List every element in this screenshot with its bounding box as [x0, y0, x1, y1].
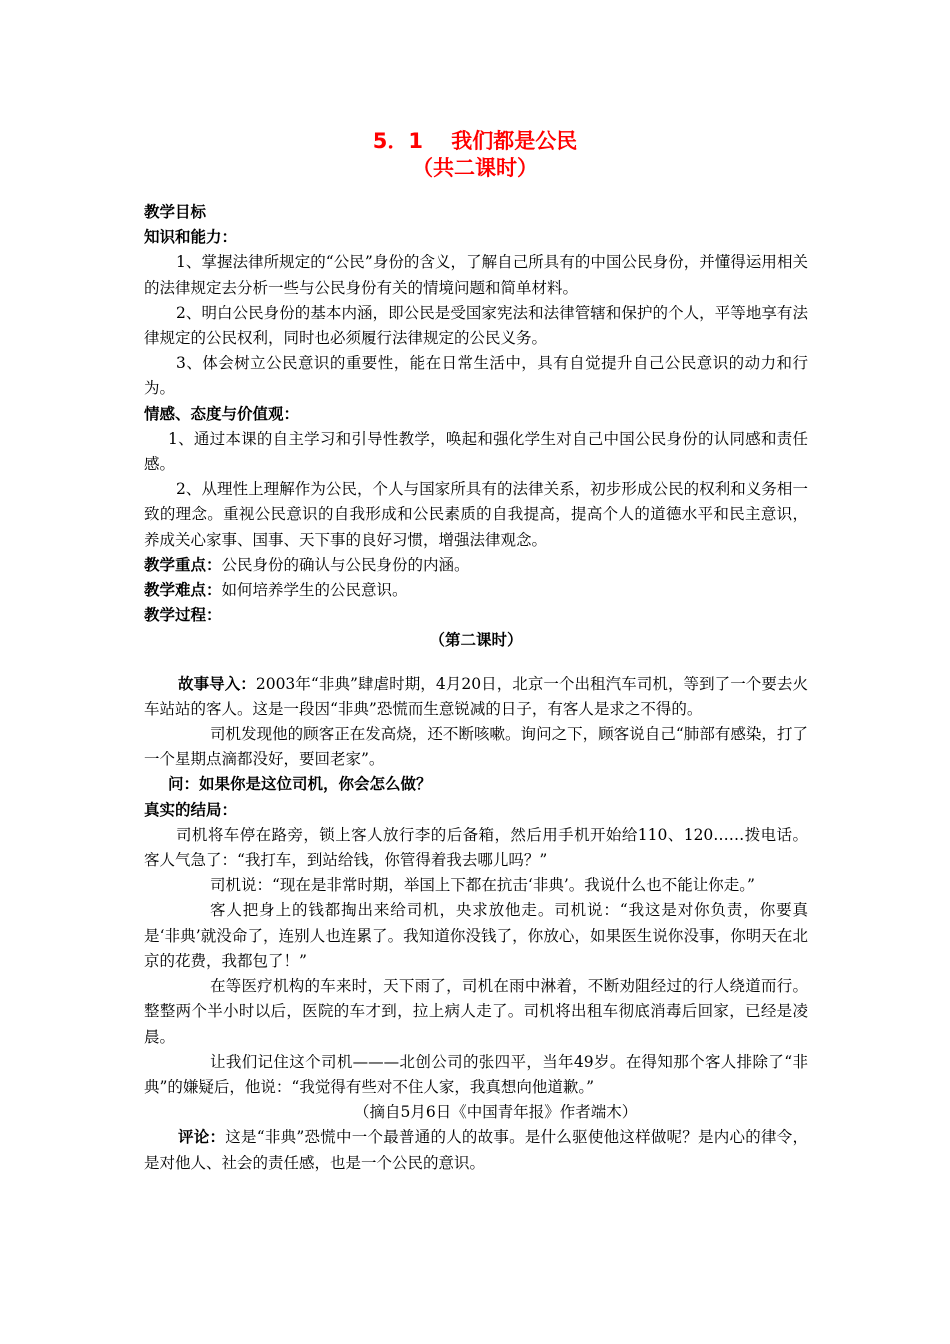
key-text: 公民身份的确认与公民身份的内涵。 [221, 555, 470, 574]
source-citation: （摘自5月6日《中国青年报》作者端木） [354, 1103, 638, 1122]
story-label: 故事导入： [178, 674, 256, 693]
document-body [144, 200, 808, 1176]
ending-paragraph: 让我们记住这个司机———北创公司的张四平，当年49岁。在得知那个客人排除了“非典”的嫌疑后，他说：“我觉得有些对不住人家，我真想向他道歉。” [144, 1052, 808, 1096]
knowledge-item: 1、掌握法律所规定的“公民”身份的含义，了解自己所具有的中国公民身份，并懂得运用相关的法律规定去分析一些与公民身份有关的情境问题和简单材料。 [144, 253, 808, 297]
ending-paragraph: 司机将车停在路旁，锁上客人放行李的后备箱，然后用手机开始给110、120……拨电话。客人气急了：“我打车，到站给钱，你管得着我去哪儿吗？” [144, 825, 808, 870]
lesson-period-title: （第二课时） [429, 631, 523, 650]
question: 问：如果你是这位司机，你会怎么做？ [168, 775, 432, 794]
emotion-item: 1、通过本课的自主学习和引导性教学，唤起和强化学生对自己中国公民身份的认同感和责任感。 [144, 429, 808, 474]
key-label: 教学重点： [144, 555, 222, 574]
knowledge-heading: 知识和能力： [144, 228, 238, 247]
process-heading: 教学过程： [144, 606, 222, 625]
lesson-subtitle: （共二课时） [412, 156, 538, 180]
difficulty-text: 如何培养学生的公民意识。 [221, 581, 408, 600]
knowledge-item: 3、体会树立公民意识的重要性，能在日常生活中，具有自觉提升自己公民意识的动力和行为。 [144, 354, 808, 398]
story-paragraph: 司机发现他的顾客正在发高烧，还不断咳嗽。询问之下，顾客说自己“肺部有感染，打了一个星期点滴都没好，要回老家”。 [144, 725, 808, 769]
comment [144, 1125, 808, 1175]
knowledge-item: 2、明白公民身份的基本内涵，即公民是受国家宪法和法律管辖和保护的个人，平等地享有法律规定的公民权利，同时也必须履行法律规定的公民义务。 [144, 303, 808, 348]
ending-paragraph: 在等医疗机构的车来时，天下雨了，司机在雨中淋着，不断劝阻经过的行人绕道而行。整整两个半小时以后，医院的车才到，拉上病人走了。司机将出租车彻底消毒后回家，已经是凌晨。 [144, 977, 808, 1046]
lesson-title: 5．1 我们都是公民 [372, 129, 578, 153]
ending-paragraph: 客人把身上的钱都掏出来给司机，央求放他走。司机说：“我这是对你负责，你要真是‘非典’就没命了，连别人也连累了。我知道你没钱了，你放心，如果医生说你没事，你明天在北京的花费，我都包了！” [144, 901, 808, 970]
story-text: 2003年“非典”肆虐时期，4月20日，北京一个出租汽车司机，等到了一个要去火车站站的客人。这是一段因“非典”恐慌而生意锐减的日子，有客人是求之不得的。 [144, 674, 808, 718]
difficulty-label: 教学难点： [144, 581, 222, 600]
comment-text: 这是“非典”恐慌中一个最普通的人的故事。是什么驱使他这样做呢？是内心的律令，是对他人、社会的责任感，也是一个公民的意识。 [144, 1128, 808, 1172]
emotion-item: 2、从理性上理解作为公民，个人与国家所具有的法律关系，初步形成公民的权利和义务相一致的理念。重视公民意识的自我形成和公民素质的自我提高，提高个人的道德水平和民主意识，养成关心家事、国事、天下事的良好习惯，增强法律观念。 [144, 480, 808, 549]
story-intro [144, 672, 808, 722]
teaching-difficulty [144, 578, 808, 603]
teaching-key [144, 553, 808, 578]
goals-heading: 教学目标 [144, 203, 207, 221]
ending-heading: 真实的结局： [144, 800, 238, 819]
comment-label: 评论： [178, 1128, 226, 1147]
ending-paragraph: 司机说：“现在是非常时期，举国上下都在抗击‘非典’。我说什么也不能让你走。” [210, 876, 755, 895]
emotion-heading: 情感、态度与价值观： [144, 404, 300, 423]
spacer [144, 654, 808, 672]
